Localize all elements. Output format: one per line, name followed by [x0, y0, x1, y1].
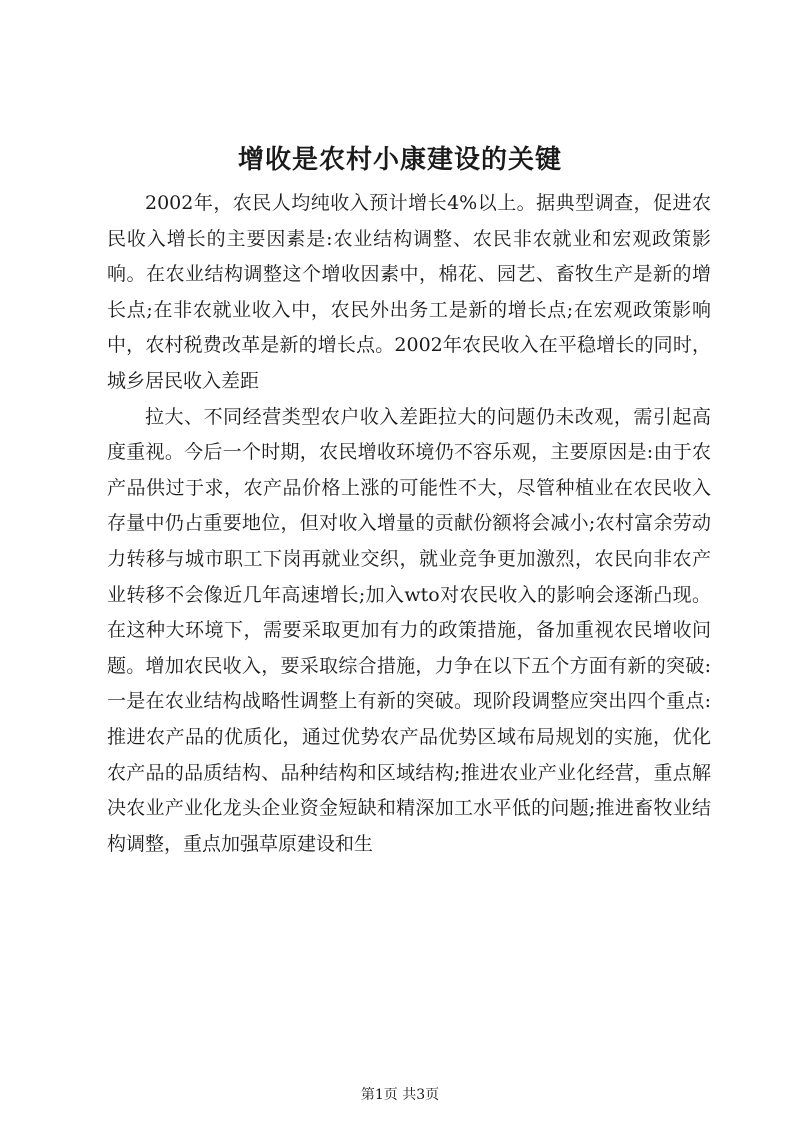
paragraph-1: 2002年，农民人均纯收入预计增长4%以上。据典型调查，促进农民收入增长的主要因素是:农业结构调整、农民非农就业和宏观政策影响。在农业结构调整这个增收因素中，棉花、园艺、畜牧生产是新的增长点;在非农就业收入中，农民外出务工是新的增长点;在宏观政策影响中，农村税费改革是新的增长点。2002年农民收入在平稳增长的同时，城乡居民收入差距 [107, 192, 711, 392]
page-number: 第1页 [360, 1087, 398, 1103]
document-title: 增收是农村小康建设的关键 [237, 145, 562, 175]
document-body [107, 186, 711, 862]
page-total: 共3页 [402, 1087, 440, 1103]
paragraph-2: 拉大、不同经营类型农户收入差距拉大的问题仍未改观，需引起高度重视。今后一个时期，农民增收环境仍不容乐观，主要原因是:由于农产品供过于求，农产品价格上涨的可能性不大，尽管种植业在农民收入存量中仍占重要地位，但对收入增量的贡献份额将会减小;农村富余劳动力转移与城市职工下岗再就业交织，就业竞争更加激烈，农民向非农产业转移不会像近几年高速增长;加入wto对农民收入的影响会逐渐凸现。在这种大环境下，需要采取更加有力的政策措施，备加重视农民增收问题。增加农民收入，要采取综合措施，力争在以下五个方面有新的突破:一是在农业结构战略性调整上有新的突破。现阶段调整应突出四个重点:推进农产品的优质化，通过优势农产品优势区域布局规划的实施，优化农产品的品质结构、品种结构和区域结构;推进农业产业化经营，重点解决农业产业化龙头企业资金短缺和精深加工水平低的问题;推进畜牧业结构调整，重点加强草原建设和生 [107, 405, 711, 855]
page-footer [0, 1086, 800, 1104]
